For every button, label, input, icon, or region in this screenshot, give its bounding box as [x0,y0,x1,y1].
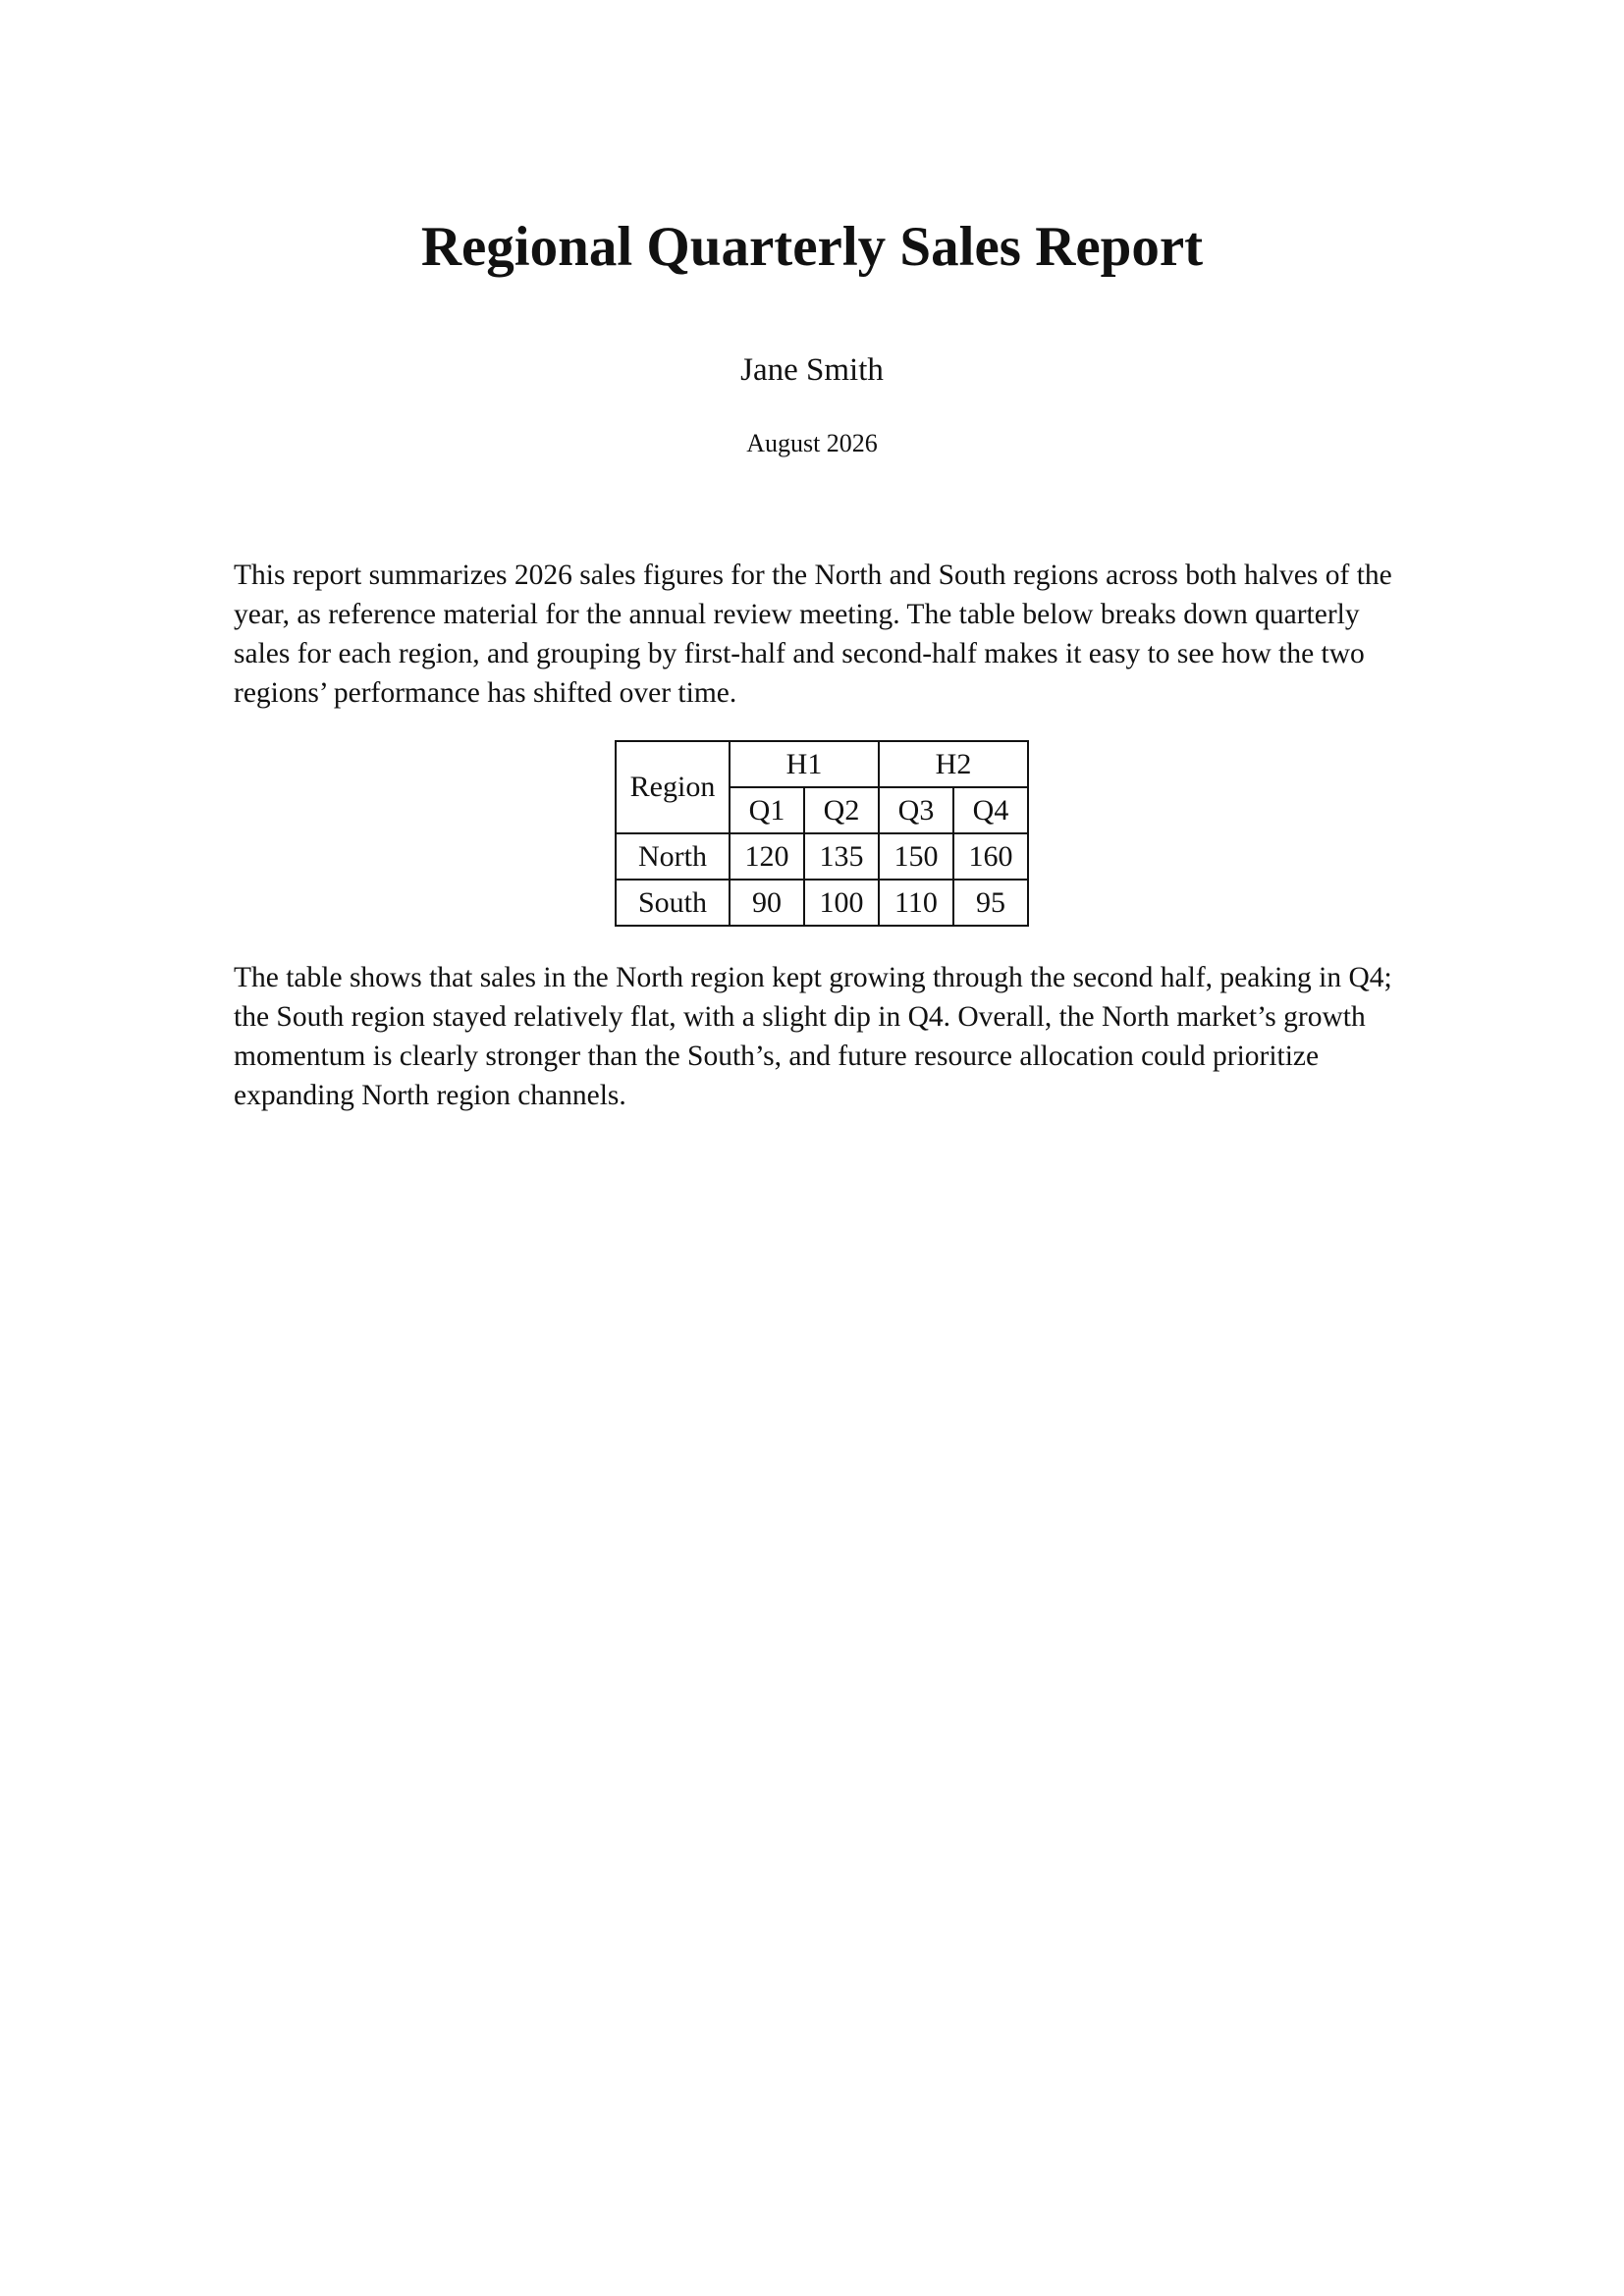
value-cell: 135 [804,833,879,880]
region-cell: South [616,880,730,926]
conclusion-paragraph: The table shows that sales in the North region kept growing through the second half, peaking in Q4; the South region stayed relatively flat, with a slight dip in Q4. Overall, the North market’s growth momentum is clearly stronger than the South’s, and future resource allocation could prioritize expanding North region channels. [234,962,1392,1111]
document-author: Jane Smith [740,352,884,388]
quarter-header-cell: Q4 [953,787,1028,833]
value-cell: 100 [804,880,879,926]
sales-table [615,740,1029,927]
quarter-header-cell: Q2 [804,787,879,833]
value-cell: 95 [953,880,1028,926]
region-cell: North [616,833,730,880]
region-header-cell: Region [616,741,730,833]
value-cell: 90 [730,880,804,926]
quarter-header-cell: Q1 [730,787,804,833]
value-cell: 150 [879,833,953,880]
value-cell: 110 [879,880,953,926]
table-row [616,833,1028,880]
half-header-cell: H2 [879,741,1028,787]
table-row [616,880,1028,926]
document-title: Regional Quarterly Sales Report [420,216,1204,278]
sales-table-container [615,740,1029,927]
value-cell: 160 [953,833,1028,880]
document-date: August 2026 [746,429,878,457]
table-header-row [616,741,1028,787]
value-cell: 120 [730,833,804,880]
intro-paragraph: This report summarizes 2026 sales figures for the North and South regions across both halves of the year, as reference material for the annual review meeting. The table below breaks down quarterly sales for each region, and grouping by first-half and second-half makes it easy to see how the two regions’ performance has shifted over time. [234,560,1392,709]
half-header-cell: H1 [730,741,879,787]
quarter-header-cell: Q3 [879,787,953,833]
